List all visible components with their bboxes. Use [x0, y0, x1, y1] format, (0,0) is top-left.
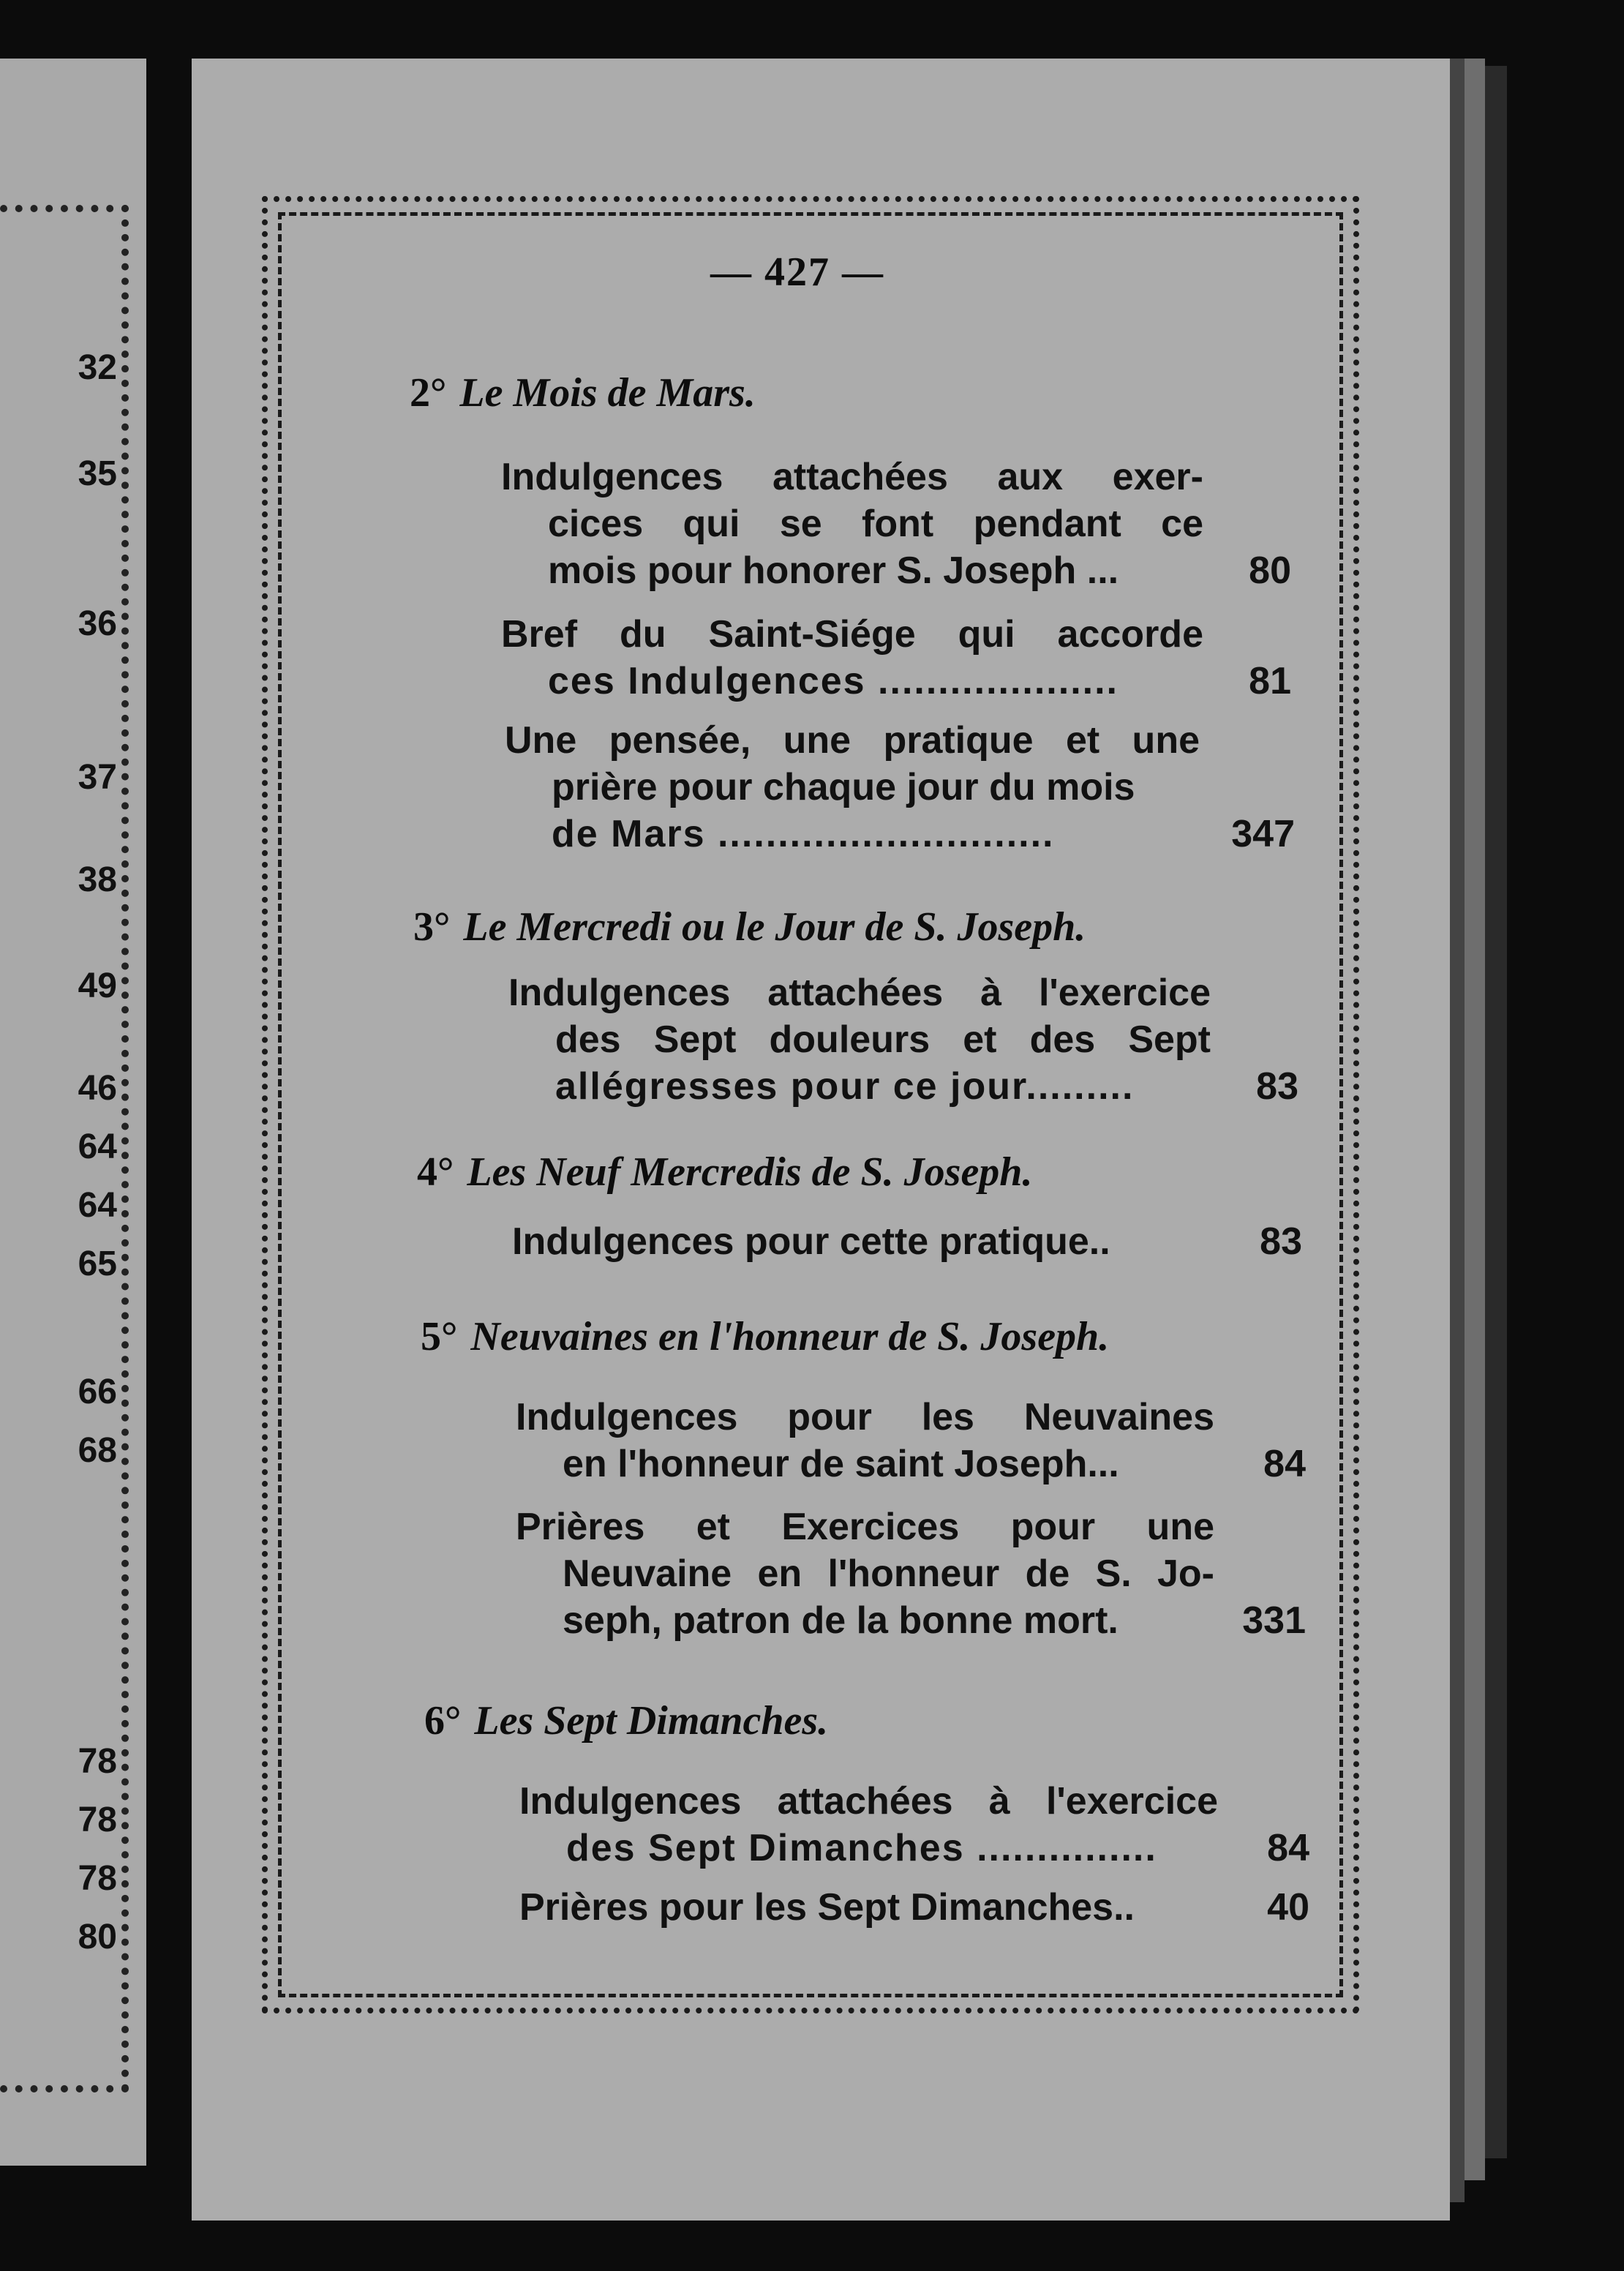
section-heading: [417, 1149, 1032, 1195]
section-heading: [410, 369, 756, 416]
section-title: Les Sept Dimanches.: [474, 1698, 829, 1743]
entry-line: Indulgences attachées aux exer-: [501, 456, 1203, 498]
section-number: 3°: [413, 904, 451, 950]
left-page-number: 32: [78, 348, 117, 387]
entry-line: Bref du Saint-Siége qui accorde: [501, 613, 1203, 656]
section-title: Le Mois de Mars.: [459, 370, 756, 416]
section-heading: [413, 904, 1086, 950]
entry-page-number: 331: [1242, 1599, 1306, 1642]
entry-line: de Mars ............................: [552, 813, 1055, 855]
entry-line: Neuvaine en l'honneur de S. Jo-: [563, 1553, 1214, 1595]
section-number: 4°: [417, 1149, 454, 1195]
entry-line: Prières et Exercices pour une: [516, 1506, 1214, 1548]
entry-page-number: 84: [1263, 1443, 1306, 1485]
page-edge: [1450, 59, 1465, 2202]
entry-line: Indulgences attachées à l'exercice: [508, 972, 1211, 1014]
entry-line: allégresses pour ce jour.........: [555, 1065, 1135, 1108]
entry-line: mois pour honorer S. Joseph ...: [548, 549, 1119, 592]
entry-line: des Sept Dimanches ...............: [566, 1827, 1157, 1869]
left-page-number: 68: [78, 1431, 117, 1470]
page-number: — 427 —: [710, 249, 884, 295]
section-title: Neuvaines en l'honneur de S. Joseph.: [470, 1314, 1110, 1359]
entry-line: seph, patron de la bonne mort.: [563, 1599, 1119, 1642]
section-heading: [424, 1697, 828, 1744]
left-page-number: 35: [78, 454, 117, 493]
entry-line: des Sept douleurs et des Sept: [555, 1018, 1211, 1061]
entry-line: Indulgences pour cette pratique..: [512, 1220, 1110, 1263]
entry-page-number: 81: [1249, 660, 1291, 702]
entry-line: Prières pour les Sept Dimanches..: [519, 1886, 1135, 1929]
entry-page-number: 80: [1249, 549, 1291, 592]
entry-line: prière pour chaque jour du mois: [552, 766, 1135, 808]
page-edge: [1485, 66, 1507, 2158]
left-page-number: 46: [78, 1069, 117, 1108]
toc-entry: [516, 1394, 1306, 1487]
entry-page-number: 40: [1267, 1886, 1309, 1929]
left-page-number: 66: [78, 1373, 117, 1411]
left-page-number: 78: [78, 1801, 117, 1839]
left-page-number: 80: [78, 1918, 117, 1956]
left-page-number: 64: [78, 1127, 117, 1166]
toc-entry: [501, 611, 1291, 705]
entry-line: Une pensée, une pratique et une: [505, 719, 1200, 762]
entry-line: cices qui se font pendant ce: [548, 503, 1203, 545]
toc-entry: [519, 1778, 1309, 1872]
entry-page-number: 83: [1260, 1220, 1302, 1263]
section-title: Les Neuf Mercredis de S. Joseph.: [467, 1149, 1033, 1195]
toc-entry: [519, 1884, 1309, 1931]
entry-line: Indulgences pour les Neuvaines: [516, 1396, 1214, 1438]
toc-entry: [508, 969, 1298, 1110]
entry-line: en l'honneur de saint Joseph...: [563, 1443, 1119, 1485]
section-number: 6°: [424, 1698, 462, 1743]
left-page-number: 38: [78, 860, 117, 899]
section-number: 5°: [421, 1314, 458, 1359]
left-page-number: 49: [78, 966, 117, 1005]
entry-line: Indulgences attachées à l'exercice: [519, 1780, 1218, 1823]
left-page-number: 78: [78, 1859, 117, 1898]
entry-page-number: 84: [1267, 1827, 1309, 1869]
left-page-number: 65: [78, 1245, 117, 1283]
section-heading: [421, 1313, 1109, 1360]
left-facing-page: [0, 59, 146, 2166]
entry-line: ces Indulgences ....................: [548, 660, 1119, 702]
left-page-number: 64: [78, 1186, 117, 1225]
toc-entry: [501, 454, 1291, 594]
left-page-number: 36: [78, 604, 117, 643]
entry-page-number: 83: [1256, 1065, 1298, 1108]
entry-page-number: 347: [1231, 813, 1295, 855]
toc-entry: [512, 1218, 1302, 1265]
left-page-number: 37: [78, 758, 117, 797]
section-number: 2°: [410, 370, 447, 416]
page-edge: [1465, 59, 1485, 2180]
section-title: Le Mercredi ou le Jour de S. Joseph.: [463, 904, 1086, 950]
left-page-number: 78: [78, 1742, 117, 1781]
toc-entry: [516, 1504, 1306, 1644]
toc-entry: [505, 717, 1295, 857]
